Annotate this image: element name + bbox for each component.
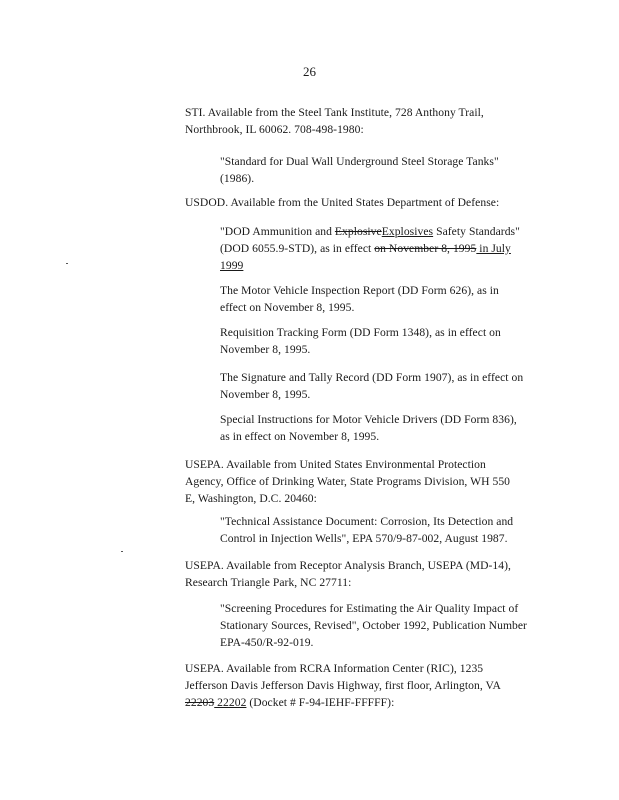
- entry-line: EPA-450/R-92-019.: [220, 636, 314, 649]
- entry-line: Requisition Tracking Form (DD Form 1348), as in effect on: [220, 326, 501, 339]
- entry-usdod-dd-1907: [220, 369, 560, 403]
- entry-line: The Signature and Tally Record (DD Form 1907), as in effect on: [220, 371, 524, 384]
- inserted-text: 22202: [214, 696, 247, 709]
- inserted-text: 1999: [220, 259, 244, 272]
- text-run: (DOD 6055.9-STD), as in effect: [220, 242, 375, 255]
- entry-usepa-screening-procedures: [220, 600, 560, 651]
- entry-usdod-dd-836: [220, 411, 560, 445]
- source-line: USEPA. Available from Receptor Analysis Branch, USEPA (MD-14),: [185, 559, 511, 572]
- source-line: [185, 694, 560, 711]
- entry-line: [220, 223, 560, 240]
- entry-usdod-dd-1348: [220, 324, 560, 358]
- source-line: USDOD. Available from the United States Department of Defense:: [185, 196, 500, 209]
- entry-line: "Technical Assistance Document: Corrosion, Its Detection and: [220, 515, 514, 528]
- source-line: E, Washington, D.C. 20460:: [185, 492, 317, 505]
- page-number: 26: [303, 64, 316, 79]
- source-usepa-rcra-information-center: [185, 660, 560, 711]
- source-usepa-drinking-water: [185, 456, 560, 507]
- deleted-text: Explosive: [334, 225, 382, 238]
- entry-usdod-dd-626: [220, 282, 560, 316]
- entry-line: [220, 240, 560, 257]
- source-line: Research Triangle Park, NC 27711:: [185, 576, 352, 589]
- entry-line: as in effect on November 8, 1995.: [220, 430, 380, 443]
- entry-line: Control in Injection Wells", EPA 570/9-87-002, August 1987.: [220, 532, 508, 545]
- source-line: Northbrook, IL 60062. 708-498-1980:: [185, 123, 364, 136]
- deleted-text: 22203: [185, 696, 215, 709]
- deleted-text: on November 8, 1995: [374, 242, 477, 255]
- source-line: USEPA. Available from RCRA Information Center (RIC), 1235: [185, 662, 484, 675]
- entry-line: Stationary Sources, Revised", October 1992, Publication Number: [220, 619, 527, 632]
- inserted-text: in July: [476, 242, 511, 255]
- scan-speck: [66, 263, 68, 264]
- entry-line: "Screening Procedures for Estimating the Air Quality Impact of: [220, 602, 519, 615]
- text-run: "DOD Ammunition and: [220, 225, 335, 238]
- entry-line: November 8, 1995.: [220, 388, 311, 401]
- source-usepa-receptor-analysis: [185, 557, 560, 591]
- source-line: USEPA. Available from United States Environmental Protection: [185, 458, 486, 471]
- entry-line: effect on November 8, 1995.: [220, 301, 355, 314]
- source-sti: [185, 104, 560, 138]
- entry-usdod-ammunition-standards: [220, 223, 560, 274]
- source-usdod: [185, 194, 560, 211]
- source-line: Agency, Office of Drinking Water, State Programs Division, WH 550: [185, 475, 511, 488]
- entry-sti-dual-wall-tanks: [220, 153, 560, 187]
- inserted-text: Explosives: [381, 225, 434, 238]
- scan-speck: [121, 551, 123, 552]
- text-run: Safety Standards": [433, 225, 520, 238]
- source-line: Jefferson Davis Jefferson Davis Highway, first floor, Arlington, VA: [185, 679, 501, 692]
- entry-line: "Standard for Dual Wall Underground Steel Storage Tanks": [220, 155, 499, 168]
- entry-line: The Motor Vehicle Inspection Report (DD Form 626), as in: [220, 284, 499, 297]
- source-line: STI. Available from the Steel Tank Institute, 728 Anthony Trail,: [185, 106, 484, 119]
- entry-line: November 8, 1995.: [220, 343, 311, 356]
- entry-usepa-corrosion-document: [220, 513, 560, 547]
- entry-line: Special Instructions for Motor Vehicle Drivers (DD Form 836),: [220, 413, 517, 426]
- entry-line: (1986).: [220, 172, 255, 185]
- text-run: (Docket # F-94-IEHF-FFFFF):: [246, 696, 395, 709]
